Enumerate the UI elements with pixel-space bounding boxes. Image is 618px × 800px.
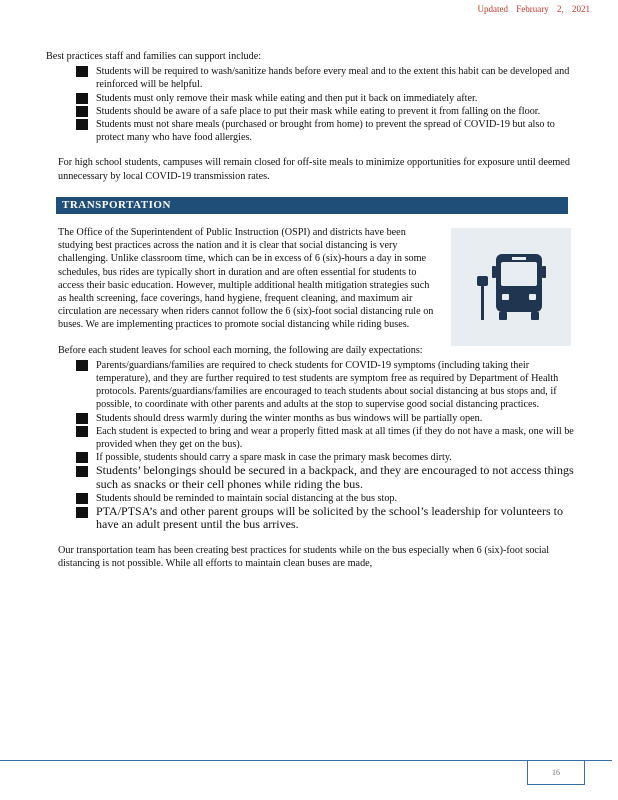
list-item: PTA/PTSA’s and other parent groups will be solicited by the school’s leadership for volunteers to have an adult present until the bus arrives. bbox=[76, 505, 576, 532]
transportation-heading: TRANSPORTATION bbox=[56, 197, 568, 214]
list-item: If possible, students should carry a spare mask in case the primary mask becomes dirty. bbox=[76, 451, 576, 464]
bus-icon bbox=[451, 228, 571, 346]
square-bullet-icon bbox=[76, 413, 88, 424]
meals-intro: Best practices staff and families can support include: bbox=[46, 51, 262, 62]
list-item: Students’ belongings should be secured in a backpack, and they are encouraged to not access things such as snacks or their cell phones while riding the bus. bbox=[76, 464, 576, 491]
square-bullet-icon bbox=[76, 452, 88, 463]
list-item: Students must only remove their mask while eating and then put it back on immediately after. bbox=[76, 92, 576, 105]
transportation-intro: The Office of the Superintendent of Public Instruction (OSPI) and districts have been studying best practices across the nation and it is clear that social distancing is very challenging. Unlike classroom time, which can be in excess of 6 (six)-hours a day in some schedules, bus rides are typically short in duration and are often essential for students to access their basic education. However, multiple additional health mitigation strategies such as health screening, face coverings, hand hygiene, frequent cleaning, and maximum air circulation are necessary when riders cannot follow the 6 (six)-foot social distancing rule on buses. We are implementing practices to promote social distancing while riding buses. bbox=[58, 227, 434, 331]
square-bullet-icon bbox=[76, 93, 88, 104]
page-number: 16 bbox=[527, 760, 585, 785]
updated-date: Updated February 2, 2021 bbox=[477, 4, 590, 14]
transportation-bullet-list bbox=[46, 359, 576, 532]
expectations-intro: Before each student leaves for school each morning, the following are daily expectations: bbox=[58, 344, 423, 356]
square-bullet-icon bbox=[76, 493, 88, 504]
list-item: Students should be reminded to maintain social distancing at the bus stop. bbox=[76, 492, 576, 505]
list-item: Students should dress warmly during the winter months as bus windows will be partially open. bbox=[76, 412, 576, 425]
list-item: Students must not share meals (purchased or brought from home) to prevent the spread of COVID-19 but also to protect many who have food allergies. bbox=[76, 118, 576, 144]
square-bullet-icon bbox=[76, 426, 88, 437]
list-item: Students should be aware of a safe place to put their mask while eating to prevent it from falling on the floor. bbox=[76, 105, 576, 118]
square-bullet-icon bbox=[76, 466, 88, 477]
document-page bbox=[46, 50, 576, 570]
transportation-closing: Our transportation team has been creating best practices for students while on the bus especially when 6 (six)-foot social distancing is not possible. While all efforts to maintain clean buses are made, bbox=[58, 545, 550, 570]
square-bullet-icon bbox=[76, 106, 88, 117]
square-bullet-icon bbox=[76, 507, 88, 518]
footer-divider bbox=[0, 760, 612, 761]
square-bullet-icon bbox=[76, 119, 88, 130]
square-bullet-icon bbox=[76, 66, 88, 77]
meals-bullet-list bbox=[46, 65, 576, 144]
list-item: Students will be required to wash/sanitize hands before every meal and to the extent this habit can be developed and reinforced will be helpful. bbox=[76, 65, 576, 91]
square-bullet-icon bbox=[76, 360, 88, 371]
high-school-meals-paragraph: For high school students, campuses will remain closed for off-site meals to minimize opportunities for exposure until deemed unnecessary by local COVID-19 transmission rates. bbox=[58, 157, 570, 182]
list-item: Parents/guardians/families are required to check students for COVID-19 symptoms (including taking their temperature), and they are further required to test students are symptom free as required by Department of Health protocols. Parents/guardians/families are encouraged to teach students about social distancing at bus stops and, if possible, to coordinate with other parents and adults at the stop to supervise good social distancing practices. bbox=[76, 359, 576, 412]
list-item: Each student is expected to bring and wear a properly fitted mask at all times (if they do not have a mask, one will be provided when they get on the bus). bbox=[76, 425, 576, 451]
